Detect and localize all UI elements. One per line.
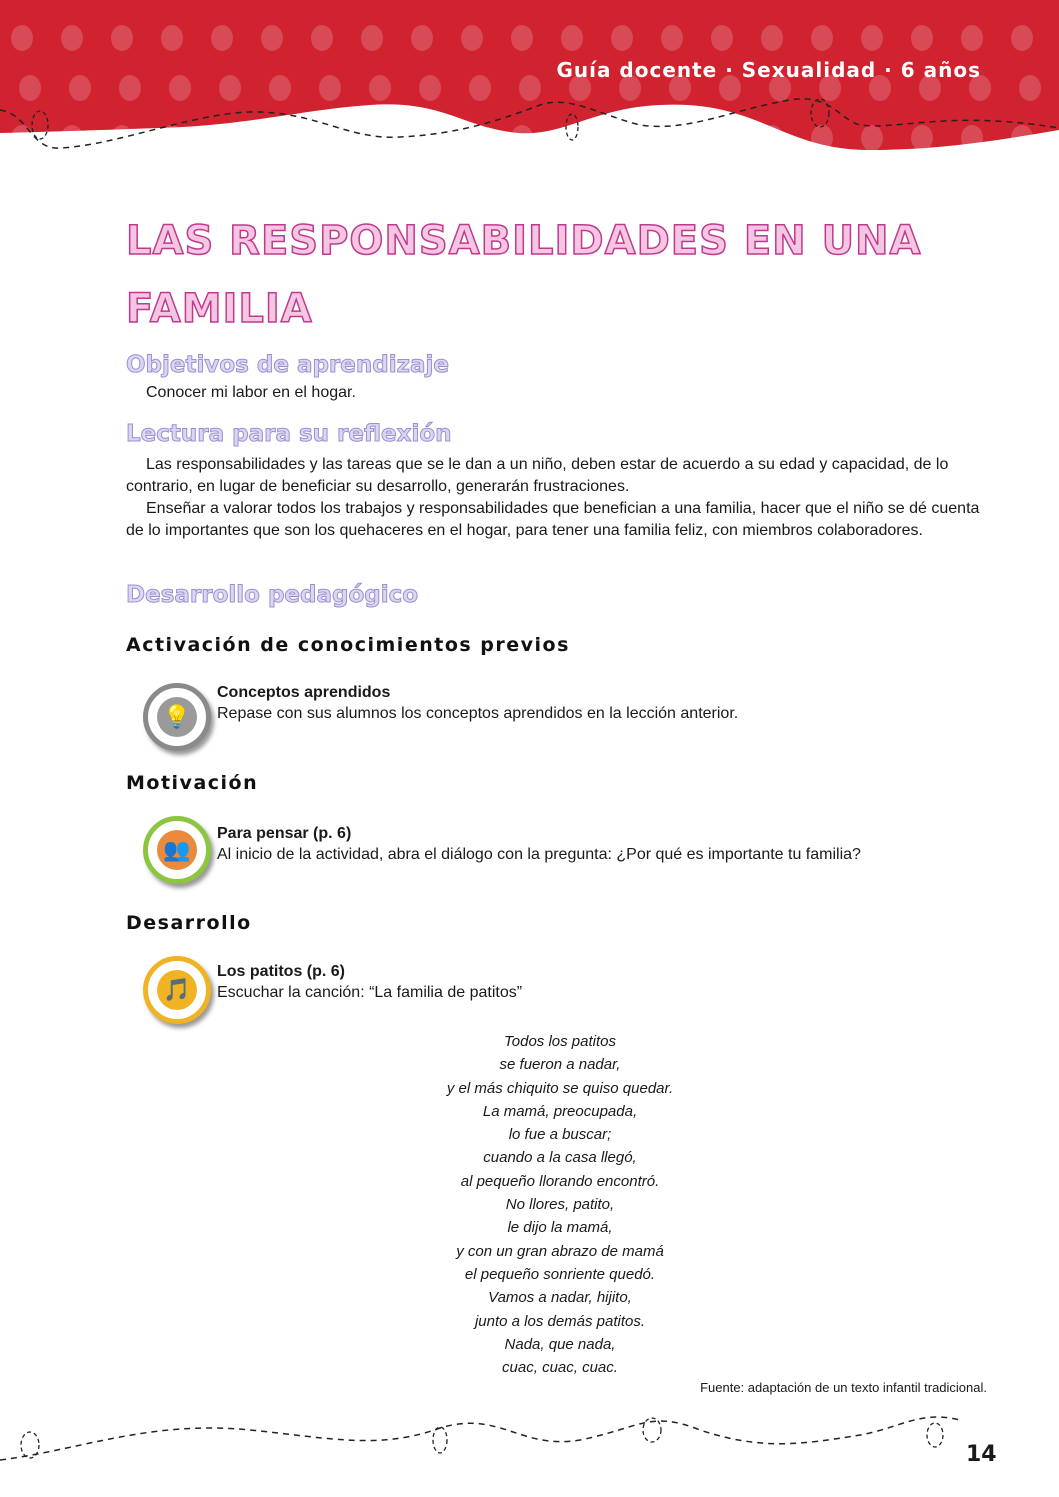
activity-text: Repase con sus alumnos los conceptos aprendidos en la lección anterior.: [217, 705, 739, 722]
banner-dot: [861, 125, 883, 151]
banner-dot: [561, 125, 583, 151]
page-number: 14: [966, 1442, 997, 1467]
banner-dot: [611, 125, 633, 151]
banner-dot: [69, 75, 91, 101]
banner-dot: [419, 75, 441, 101]
banner-dot: [169, 75, 191, 101]
banner-dot: [11, 125, 33, 151]
banner-dot: [911, 125, 933, 151]
development-heading: Desarrollo pedagógico: [126, 582, 419, 608]
poem-line: el pequeño sonriente quedó.: [464, 1265, 656, 1283]
page-title-line-1: LAS RESPONSABILIDADES EN UNA: [126, 218, 922, 264]
poem-line: Vamos a nadar, hijito,: [488, 1289, 632, 1307]
banner-dot: [961, 25, 983, 51]
poem-line: y con un gran abrazo de mamá: [456, 1242, 664, 1260]
reading-heading: Lectura para su reflexión: [126, 421, 452, 447]
banner-dot: [19, 75, 41, 101]
header-title: Guía docente · Sexualidad · 6 años: [556, 58, 981, 82]
banner-dot: [911, 25, 933, 51]
banner-dot: [1019, 75, 1041, 101]
wavy-banner-decoration: [0, 0, 1059, 170]
banner-dot: [519, 75, 541, 101]
page-title-line-2: FAMILIA: [126, 286, 313, 332]
reading-paragraph-2: Enseñar a valorar todos los trabajos y responsabilidades que benefician a una familia, hacer que el niño se dé cuenta de lo importantes que son los quehaceres en el hogar, para tener una familia feliz, con miembros colaboradores.: [126, 500, 980, 539]
banner-dot: [361, 125, 383, 151]
poem-line: junto a los demás patitos.: [474, 1312, 646, 1330]
objectives-text: Conocer mi labor en el hogar.: [146, 384, 356, 401]
activity-title: Para pensar (p. 6): [217, 825, 352, 842]
banner-dot: [1011, 125, 1033, 151]
activity-text: Al inicio de la actividad, abra el diálogo con la pregunta: ¿Por qué es importante tu familia?: [217, 846, 861, 863]
banner-dot: [761, 125, 783, 151]
poem-line: se fueron a nadar,: [499, 1056, 621, 1074]
banner-dot: [1011, 25, 1033, 51]
banner-dot: [511, 25, 533, 51]
banner-dot: [161, 125, 183, 151]
banner-dot: [411, 25, 433, 51]
banner-dot: [411, 125, 433, 151]
banner-dot: [761, 25, 783, 51]
banner-dot: [511, 125, 533, 151]
dashed-line-decoration: [0, 1400, 1059, 1480]
poem-line: cuando a la casa llegó,: [483, 1149, 637, 1167]
banner-dot: [311, 125, 333, 151]
banner-dot: [261, 125, 283, 151]
banner-dot: [811, 25, 833, 51]
banner-dot: [61, 25, 83, 51]
song-lyrics: [380, 1030, 740, 1379]
poem-line: Todos los patitos: [503, 1033, 617, 1050]
banner-dot: [661, 25, 683, 51]
header-banner: [0, 0, 1059, 170]
banner-dot: [361, 25, 383, 51]
banner-dot: [811, 125, 833, 151]
banner-dot: [111, 25, 133, 51]
poem-line: cuac, cuac, cuac.: [502, 1359, 618, 1377]
banner-dot: [311, 25, 333, 51]
activity-text: Escuchar la canción: “La familia de patitos”: [217, 984, 523, 1001]
activity-title: Conceptos aprendidos: [217, 684, 391, 701]
poem-line: lo fue a buscar;: [508, 1126, 612, 1144]
banner-dot: [461, 25, 483, 51]
section-heading-motivation: Motivación: [126, 772, 259, 794]
poem-line: y el más chiquito se quiso quedar.: [446, 1079, 674, 1097]
banner-dot: [319, 75, 341, 101]
banner-dot: [119, 75, 141, 101]
banner-dot: [369, 75, 391, 101]
banner-dot: [161, 25, 183, 51]
section-heading-development: Desarrollo: [126, 912, 252, 934]
poem-line: Nada, que nada,: [504, 1335, 616, 1353]
poem-line: La mamá, preocupada,: [482, 1102, 638, 1120]
banner-dot: [219, 75, 241, 101]
reading-paragraph-1: Las responsabilidades y las tareas que se le dan a un niño, deben estar de acuerdo a su edad y capacidad, de lo contrario, en lugar de beneficiar su desarrollo, generarán frustraciones.: [126, 456, 949, 495]
section-heading-activation: Activación de conocimientos previos: [126, 634, 570, 656]
banner-dot: [211, 125, 233, 151]
objectives-heading: Objetivos de aprendizaje: [126, 352, 449, 378]
singing-child-icon: 🎵: [143, 956, 211, 1024]
banner-dot: [661, 125, 683, 151]
banner-dot: [261, 25, 283, 51]
poem-line: al pequeño llorando encontró.: [460, 1172, 660, 1190]
banner-dot: [469, 75, 491, 101]
banner-dot: [11, 25, 33, 51]
banner-dot: [611, 25, 633, 51]
banner-dot: [561, 25, 583, 51]
activity-title: Los patitos (p. 6): [217, 963, 345, 980]
poem-line: le dijo la mamá,: [507, 1219, 613, 1237]
banner-dot: [269, 75, 291, 101]
banner-dot: [711, 25, 733, 51]
lightbulb-icon: 💡: [143, 683, 211, 751]
children-talking-icon: 👥: [143, 816, 211, 884]
banner-dot: [961, 125, 983, 151]
source-note: Fuente: adaptación de un texto infantil tradicional.: [700, 1380, 987, 1395]
banner-dot: [711, 125, 733, 151]
banner-dot: [861, 25, 883, 51]
banner-dot: [211, 25, 233, 51]
poem-line: No llores, patito,: [505, 1196, 615, 1214]
